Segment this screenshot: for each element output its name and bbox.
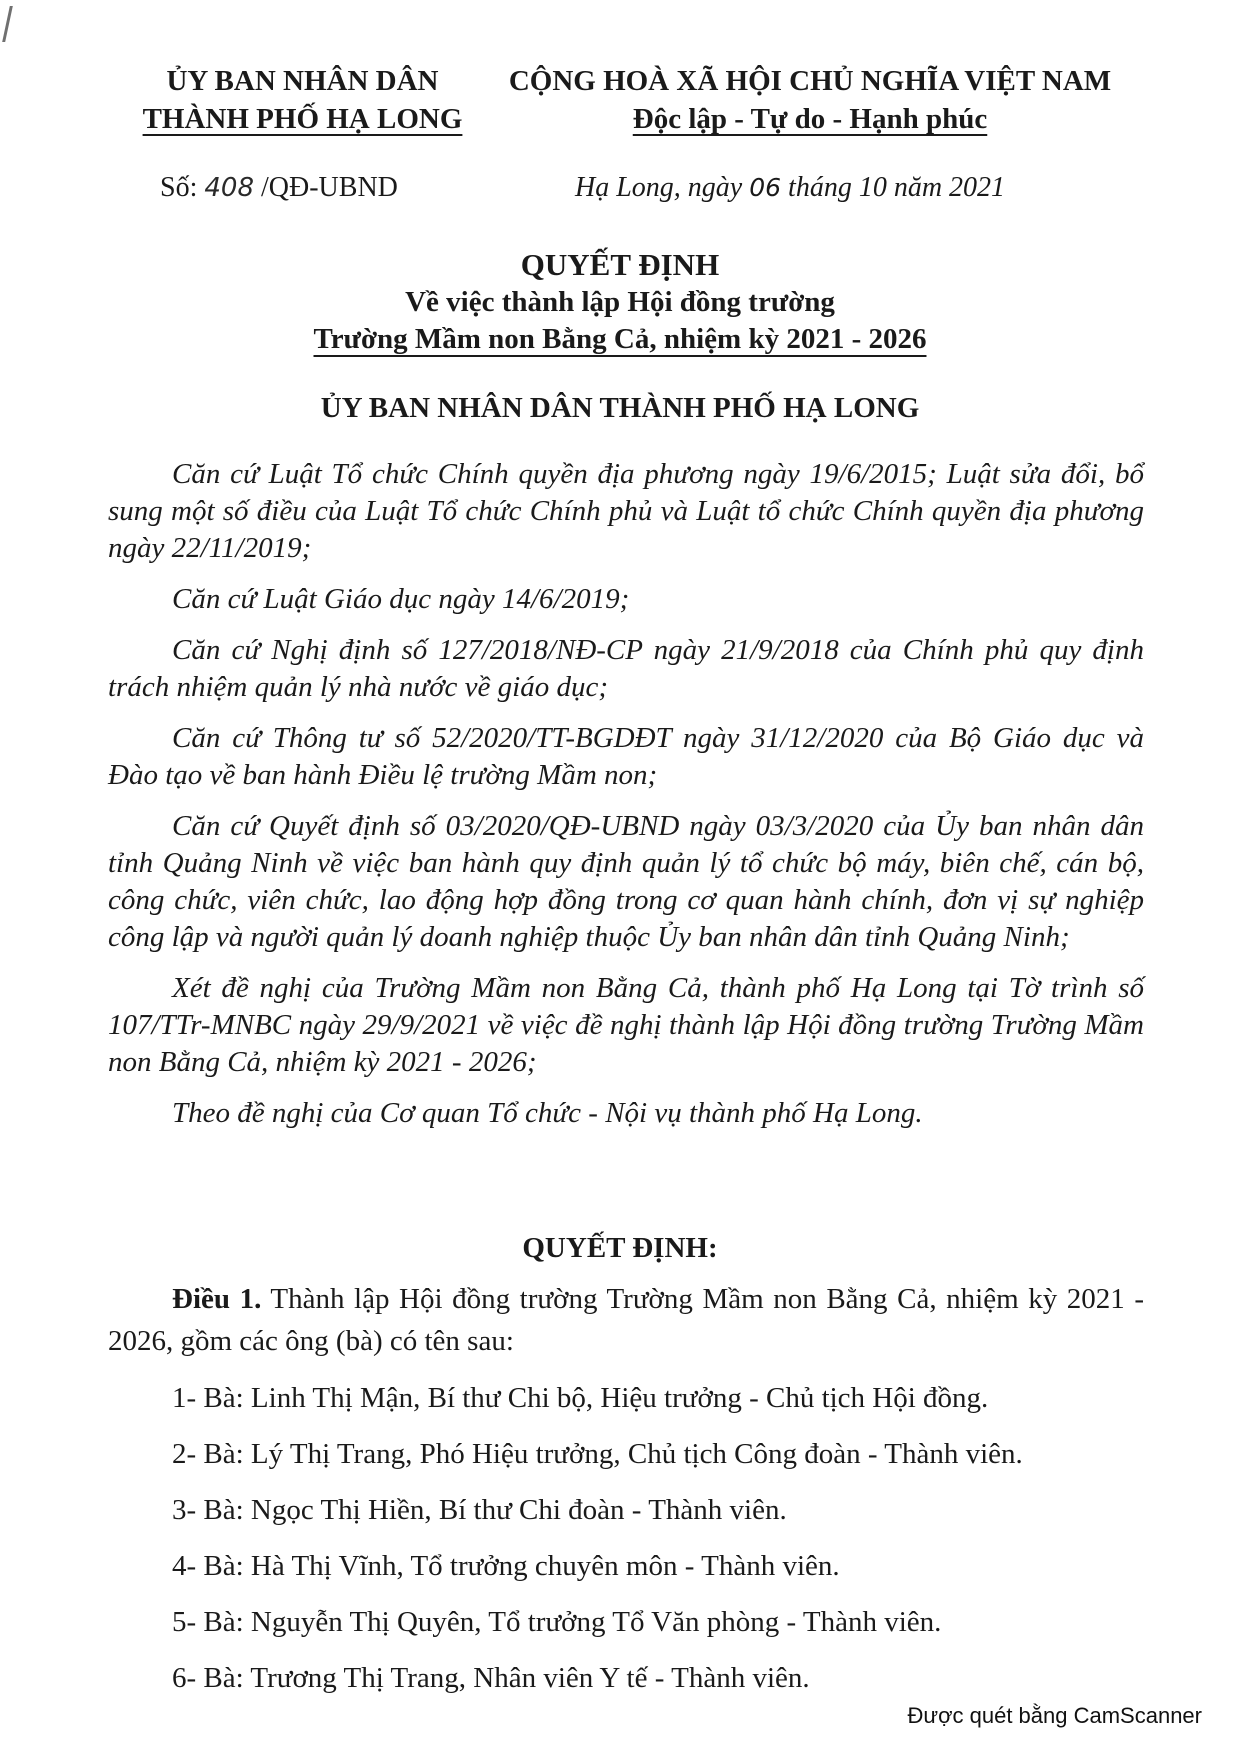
title-school: Trường Mầm non Bằng Cả, nhiệm kỳ 2021 - 2026 (313, 323, 927, 355)
basis-paragraph: Căn cứ Luật Tổ chức Chính quyền địa phương ngày 19/6/2015; Luật sửa đổi, bổ sung một số điều của Luật Tổ chức Chính phủ và Luật tổ chức Chính quyền địa phương ngày 22/11/2019; (108, 458, 1144, 564)
legal-bases (108, 456, 1144, 1146)
basis-paragraph: Theo đề nghị của Cơ quan Tổ chức - Nội vụ thành phố Hạ Long. (172, 1097, 923, 1129)
list-item: 3- Bà: Ngọc Thị Hiền, Bí thư Chi đoàn - Thành viên. (172, 1494, 787, 1526)
issuing-authority (130, 62, 475, 138)
article-text: Thành lập Hội đồng trường Trường Mầm non Bằng Cả, nhiệm kỳ 2021 - 2026, gồm các ông (bà) có tên sau: (108, 1283, 1144, 1357)
list-item: 2- Bà: Lý Thị Trang, Phó Hiệu trưởng, Chủ tịch Công đoàn - Thành viên. (172, 1438, 1023, 1470)
basis-paragraph: Căn cứ Luật Giáo dục ngày 14/6/2019; (172, 583, 630, 615)
handwritten-number: 408 (204, 173, 254, 203)
basis-paragraph: Căn cứ Nghị định số 127/2018/NĐ-CP ngày 21/9/2018 của Chính phủ quy định trách nhiệm quản lý nhà nước về giáo dục; (108, 634, 1144, 703)
decision-title (0, 246, 1240, 358)
date-month: 10 (858, 172, 887, 203)
list-item: 5- Bà: Nguyễn Thị Quyên, Tổ trưởng Tổ Văn phòng - Thành viên. (172, 1606, 942, 1638)
scan-corner-mark (2, 6, 31, 42)
basis-paragraph: Căn cứ Thông tư số 52/2020/TT-BGDĐT ngày 31/12/2020 của Bộ Giáo dục và Đào tạo về ban hành Điều lệ trường Mầm non; (108, 722, 1144, 791)
document-number: Số: 408 /QĐ-UBND (160, 172, 398, 203)
national-motto (490, 62, 1130, 138)
decision-heading: QUYẾT ĐỊNH: (522, 1232, 718, 1264)
title-subject: Về việc thành lập Hội đồng trường (405, 286, 835, 318)
title-heading: QUYẾT ĐỊNH (520, 247, 720, 282)
motto: Độc lập - Tự do - Hạnh phúc (632, 103, 988, 135)
country-name: CỘNG HOÀ XÃ HỘI CHỦ NGHĨA VIỆT NAM (508, 65, 1112, 97)
article-label: Điều 1. (172, 1283, 262, 1315)
article-1 (108, 1278, 1144, 1362)
list-item: 6- Bà: Trương Thị Trang, Nhân viên Y tế - Thành viên. (172, 1662, 810, 1694)
basis-paragraph: Xét đề nghị của Trường Mầm non Bằng Cả, thành phố Hạ Long tại Tờ trình số 107/TTr-MNBC ngày 29/9/2021 về việc đề nghị thành lập Hội đồng trường Trường Mầm non Bằng Cả, nhiệm kỳ 2021 - 2026; (108, 972, 1144, 1078)
handwritten-day: 06 (749, 173, 782, 202)
document-date: Hạ Long, ngày 06 tháng 10 năm 2021 (575, 172, 1006, 203)
basis-paragraph: Căn cứ Quyết định số 03/2020/QĐ-UBND ngày 03/3/2020 của Ủy ban nhân dân tỉnh Quảng Ninh về việc ban hành quy định quản lý tổ chức bộ máy, biên chế, cán bộ, công chức, viên chức, lao động hợp đồng trong cơ quan hành chính, đơn vị sự nghiệp công lập và người quản lý doanh nghiệp thuộc Ủy ban nhân dân tỉnh Quảng Ninh; (108, 810, 1144, 953)
issuing-body: ỦY BAN NHÂN DÂN THÀNH PHỐ HẠ LONG (320, 392, 920, 424)
authority-line-2: THÀNH PHỐ HẠ LONG (142, 103, 463, 135)
list-item: 1- Bà: Linh Thị Mận, Bí thư Chi bộ, Hiệu trưởng - Chủ tịch Hội đồng. (172, 1382, 989, 1414)
authority-line-1: ỦY BAN NHÂN DÂN (166, 65, 439, 97)
scanner-watermark: Được quét bằng CamScanner (907, 1703, 1202, 1728)
member-list (172, 1370, 1152, 1706)
list-item: 4- Bà: Hà Thị Vĩnh, Tổ trưởng chuyên môn - Thành viên. (172, 1550, 840, 1582)
